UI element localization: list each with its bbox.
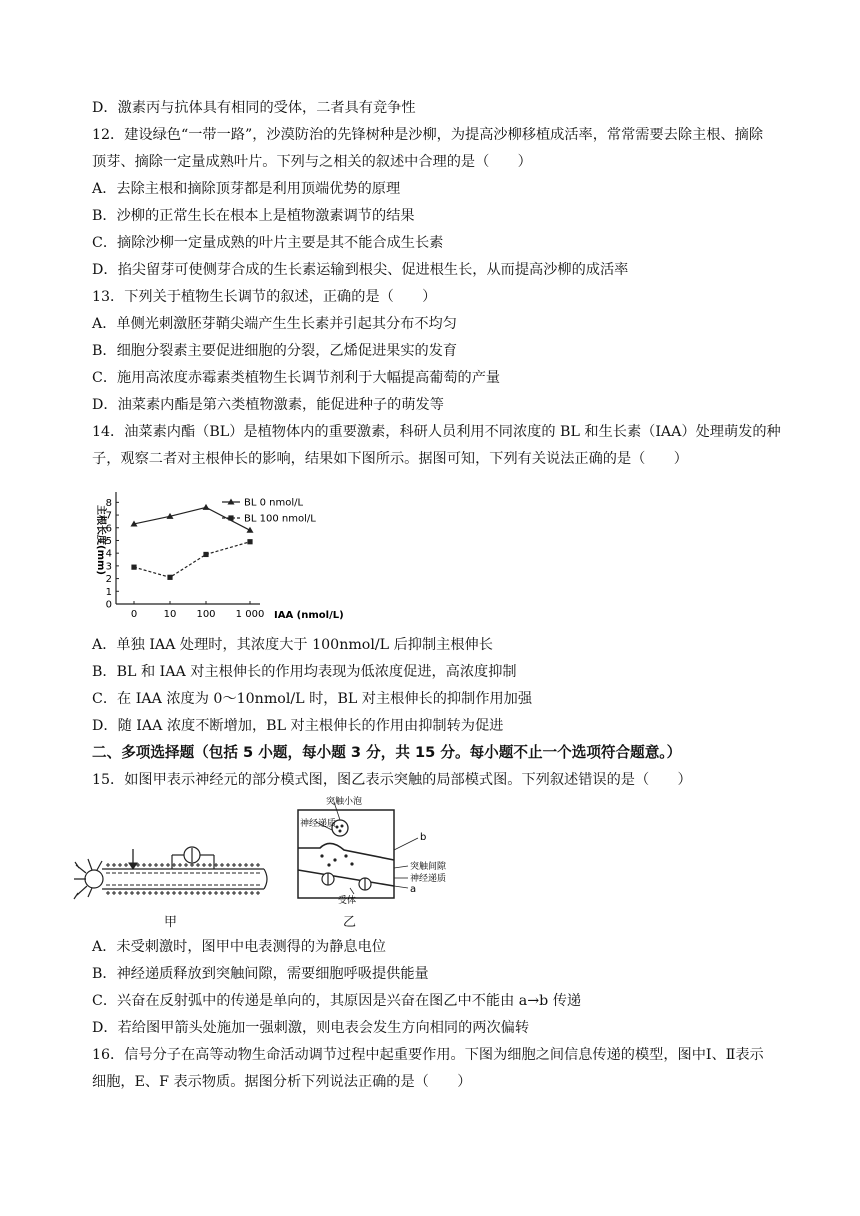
option-d-q11: D．激素丙与抗体具有相同的受体，二者具有竞争性 [92, 100, 416, 116]
neuron-diagram [72, 835, 272, 915]
y-tick-label: 2 [105, 574, 112, 586]
data-point-triangle [247, 527, 254, 533]
data-point-square [167, 575, 172, 580]
label-transmitter-top: 神经递质 [300, 819, 337, 829]
figure-caption-jia: 甲 [164, 915, 178, 930]
x-axis-label: IAA (nmol/L) [274, 610, 344, 621]
option-d-q13: D．油菜素内酯是第六类植物激素，能促进种子的萌发等 [92, 397, 444, 413]
membrane-charges [106, 863, 260, 895]
stimulus-arrow-icon [129, 849, 137, 869]
data-point-square [131, 565, 136, 570]
galvanometer-icon [172, 847, 214, 869]
question-14-line1: 14．油菜素内酯（BL）是植物体内的重要激素，科研人员利用不同浓度的 BL 和生长素（IAA）处理萌发的种 [92, 424, 781, 440]
x-tick-label: 10 [163, 609, 177, 620]
option-b-q13: B．细胞分裂素主要促进细胞的分裂，乙烯促进果实的发育 [92, 343, 458, 359]
synapse-diagram [290, 790, 470, 910]
x-tick-label: 100 [196, 609, 216, 620]
question-12-line1: 12．建设绿色“一带一路”，沙漠防治的先锋树种是沙柳，为提高沙柳移植成活率，常常需要去除主根、摘除 [92, 127, 764, 143]
legend-label-1: BL 0 nmol/L [244, 497, 304, 509]
option-c-q15: C．兴奋在反射弧中的传递是单向的，其原因是兴奋在图乙中不能由 a→b 传递 [92, 993, 582, 1009]
option-a-q14: A．单独 IAA 处理时，其浓度大于 100nmol/L 后抑制主根伸长 [92, 637, 493, 653]
option-a-q13: A．单侧光刺激胚芽鞘尖端产生生长素并引起其分布不均匀 [92, 316, 457, 332]
x-tick-label: 1 000 [235, 609, 265, 620]
question-12-line2: 顶芽、摘除一定量成熟叶片。下列与之相关的叙述中合理的是（ ） [92, 154, 532, 170]
question-16-line1: 16．信号分子在高等动物生命活动调节过程中起重要作用。下图为细胞之间信息传递的模型，图中Ⅰ、Ⅱ表示 [92, 1047, 764, 1063]
y-tick-label: 5 [105, 535, 112, 547]
question-14-line2: 子，观察二者对主根伸长的影响，结果如下图所示。据图可知，下列有关说法正确的是（ ） [92, 451, 688, 467]
option-b-q14: B．BL 和 IAA 对主根伸长的作用均表现为低浓度促进，高浓度抑制 [92, 664, 517, 680]
data-point-square [247, 539, 252, 544]
question-16-line2: 细胞，E、F 表示物质。据图分析下列说法正确的是（ ） [92, 1074, 472, 1090]
option-c-q13: C．施用高浓度赤霉素类植物生长调节剂利于大幅提高葡萄的产量 [92, 370, 501, 386]
y-tick-label: 4 [105, 548, 112, 560]
series-line-2 [134, 542, 250, 578]
y-tick-label: 8 [105, 497, 112, 509]
y-tick-label: 1 [105, 586, 112, 598]
section-heading-multi-choice: 二、多项选择题（包括 5 小题，每小题 3 分，共 15 分。每小题不止一个选项符合题意。） [92, 744, 682, 761]
option-d-q15: D．若给图甲箭头处施加一强刺激，则电表会发生方向相同的两次偏转 [92, 1020, 530, 1036]
y-tick-label: 3 [105, 561, 112, 573]
data-point-square [203, 552, 208, 557]
label-a: a [410, 884, 417, 895]
option-d-q14: D．随 IAA 浓度不断增加，BL 对主根伸长的作用由抑制转为促进 [92, 718, 504, 734]
data-point-triangle [203, 504, 210, 510]
legend-label-2: BL 100 nmol/L [244, 513, 316, 525]
question-13: 13．下列关于植物生长调节的叙述，正确的是（ ） [92, 289, 437, 305]
y-tick-label: 0 [105, 599, 112, 611]
option-a-q12: A．去除主根和摘除顶芽都是利用顶端优势的原理 [92, 181, 401, 197]
axon [102, 869, 267, 889]
legend-marker-square [228, 515, 233, 520]
x-tick-label: 0 [130, 609, 138, 620]
y-axis-label: 主根长度(mm) [95, 505, 106, 575]
option-d-q12: D．掐尖留芽可使侧芽合成的生长素运输到根尖、促进根生长，从而提高沙柳的成活率 [92, 262, 629, 278]
label-transmitter-bottom: 神经递质 [410, 874, 447, 884]
label-cleft: 突触间隙 [410, 862, 447, 872]
label-b: b [420, 832, 427, 843]
y-tick-label: 6 [105, 523, 112, 535]
option-b-q15: B．神经递质释放到突触间隙，需要细胞呼吸提供能量 [92, 966, 429, 982]
question-15: 15．如图甲表示神经元的部分模式图，图乙表示突触的局部模式图。下列叙述错误的是（ ） [92, 772, 692, 788]
label-vesicle: 突触小泡 [326, 797, 363, 807]
y-tick-label: 7 [105, 510, 112, 522]
neuron-cell-body [74, 859, 103, 899]
option-c-q14: C．在 IAA 浓度为 0～10nmol/L 时，BL 对主根伸长的抑制作用加强 [92, 691, 533, 707]
option-a-q15: A．未受刺激时，图甲中电表测得的为静息电位 [92, 939, 386, 955]
label-receptor: 受体 [338, 896, 357, 906]
option-c-q12: C．摘除沙柳一定量成熟的叶片主要是其不能合成生长素 [92, 235, 444, 251]
root-length-chart [84, 480, 364, 625]
figure-caption-yi: 乙 [343, 915, 357, 930]
option-b-q12: B．沙柳的正常生长在根本上是植物激素调节的结果 [92, 208, 415, 224]
